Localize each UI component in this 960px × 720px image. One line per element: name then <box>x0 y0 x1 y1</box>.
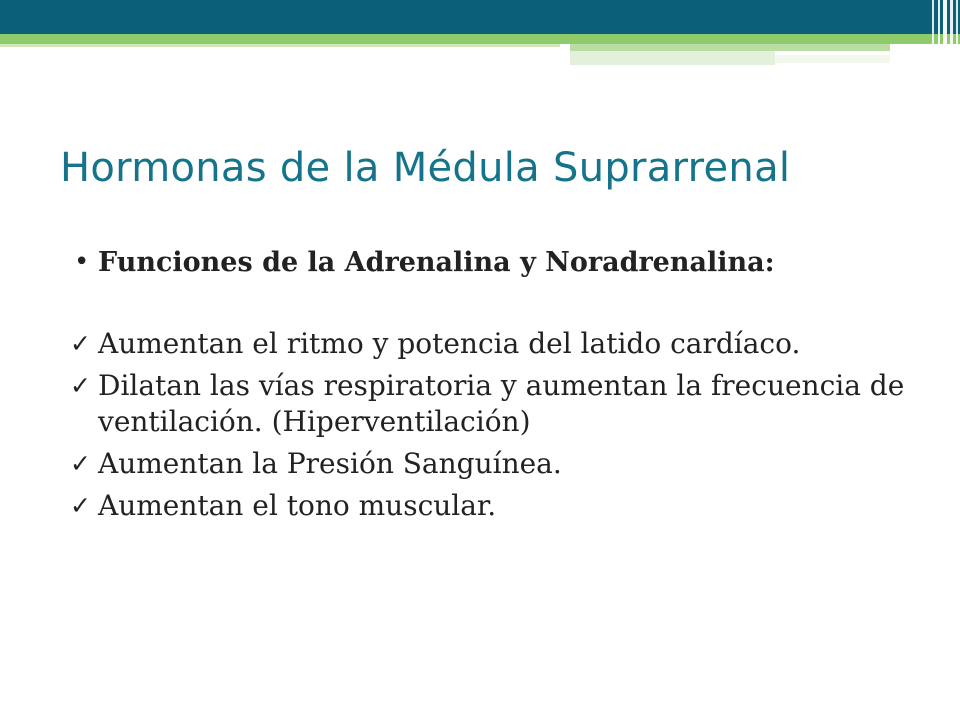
checklist-item-text: Aumentan la Presión Sanguínea. <box>98 447 562 480</box>
header-band-segment <box>570 44 890 51</box>
checkmark-icon: ✓ <box>70 491 91 520</box>
header-stripe <box>943 0 947 64</box>
bullet-text: Funciones de la Adrenalina y Noradrenalina: <box>98 247 775 278</box>
header-band-segment <box>775 55 890 63</box>
checklist-item-text: Aumentan el ritmo y potencia del latido cardíaco. <box>98 327 801 360</box>
checklist-item <box>70 366 930 440</box>
header-band-segment <box>570 51 775 65</box>
bullet-item <box>70 242 930 282</box>
checklist <box>70 324 930 524</box>
checklist-item-text: Dilatan las vías respiratoria y aumentan la frecuencia de ventilación. (Hiperventilación) <box>98 369 905 438</box>
checkmark-icon: ✓ <box>70 449 91 478</box>
header-stripe <box>950 0 953 64</box>
header-band-teal <box>0 0 960 34</box>
checklist-item <box>70 444 930 482</box>
slide-body <box>70 242 930 528</box>
header-band-green <box>0 34 960 44</box>
checklist-item-text: Aumentan el tono muscular. <box>98 489 497 522</box>
bullet-icon: • <box>74 247 90 277</box>
checklist-item <box>70 324 930 362</box>
header-stripe <box>938 0 940 64</box>
checkmark-icon: ✓ <box>70 329 91 358</box>
slide-title: Hormonas de la Médula Suprarrenal <box>60 145 791 191</box>
header-stripe <box>932 0 934 64</box>
header-band-light <box>0 44 560 47</box>
checkmark-icon: ✓ <box>70 371 91 400</box>
header-stripe <box>956 0 958 64</box>
checklist-item <box>70 486 930 524</box>
